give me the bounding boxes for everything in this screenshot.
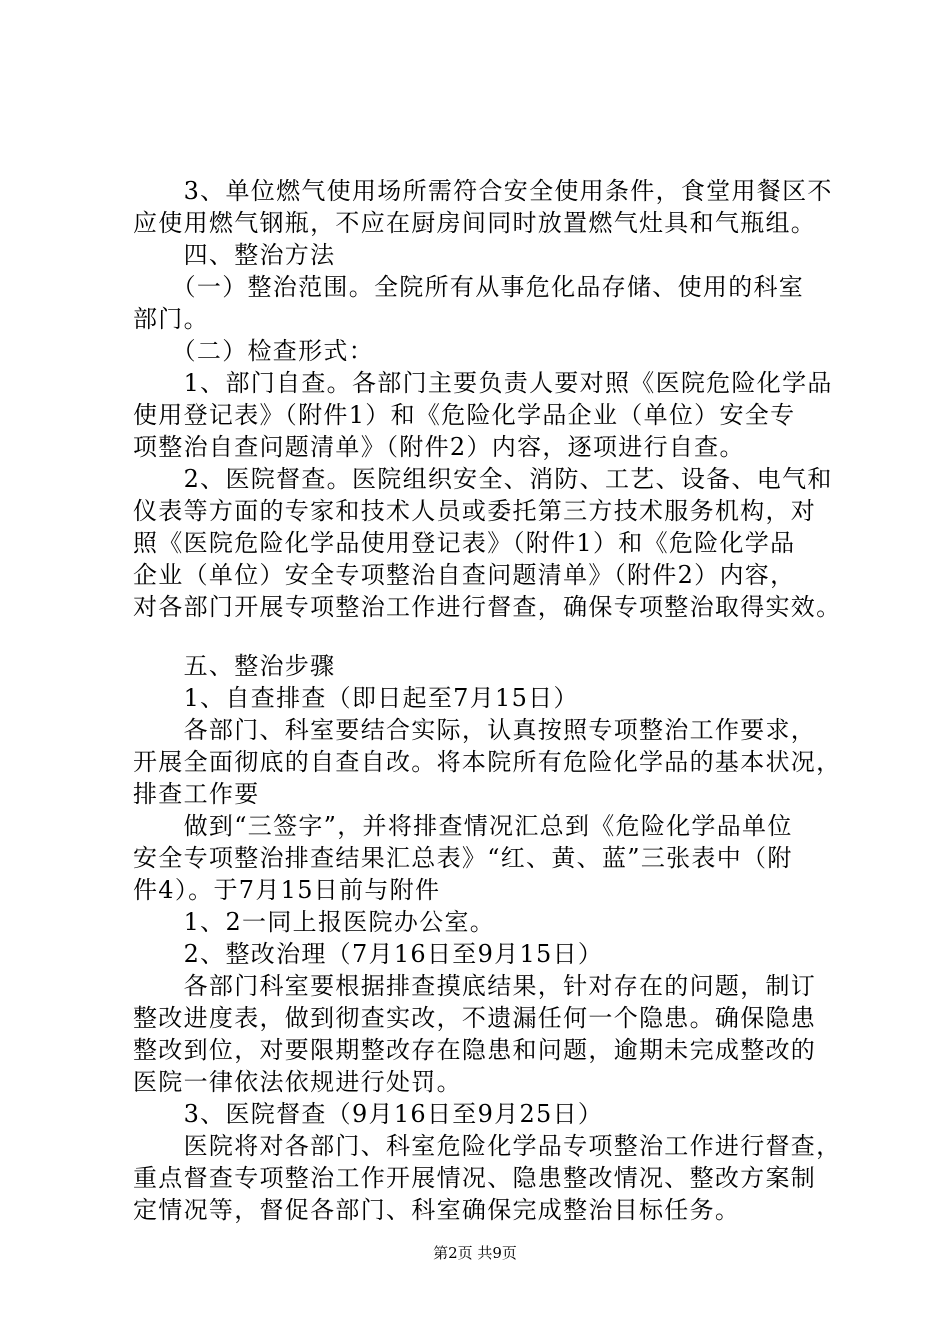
text-line: 2、整改治理（7月16日至9月15日） — [133, 940, 604, 968]
text-line: 项整治自查问题清单》（附件2）内容，逐项进行自查。 — [133, 433, 745, 461]
section-heading: 五、整治步骤 — [133, 652, 336, 680]
text-line: 对各部门开展专项整治工作进行督查，确保专项整治取得实效。 — [133, 593, 842, 621]
text-line: 重点督查专项整治工作开展情况、隐患整改情况、整改方案制 — [133, 1164, 817, 1192]
text-line: 1、2一同上报医院办公室。 — [133, 908, 496, 936]
text-line: 整改进度表，做到彻查实改，不遗漏任何一个隐患。确保隐患 — [133, 1004, 817, 1032]
text-line: 件4）。于7月15日前与附件 — [133, 876, 441, 904]
section-heading: 四、整治方法 — [133, 241, 336, 269]
text-line: 使用登记表》（附件1）和《危险化学品企业（单位）安全专 — [133, 401, 796, 429]
text-line: 1、自查排查（即日起至7月15日） — [133, 684, 579, 712]
text-line: 应使用燃气钢瓶，不应在厨房间同时放置燃气灶具和气瓶组。 — [133, 209, 817, 237]
text-line: 各部门科室要根据排查摸底结果，针对存在的问题，制订 — [133, 972, 817, 1000]
text-line: 排查工作要 — [133, 780, 260, 808]
text-line: 3、单位燃气使用场所需符合安全使用条件，食堂用餐区不 — [133, 177, 833, 205]
text-line: 医院一律依法依规进行处罚。 — [133, 1068, 462, 1096]
text-line: 2、医院督查。医院组织安全、消防、工艺、设备、电气和 — [133, 465, 833, 493]
text-line: 开展全面彻底的自查自改。将本院所有危险化学品的基本状况， — [133, 748, 842, 776]
text-line: 安全专项整治排查结果汇总表》“红、黄、蓝”三张表中（附 — [133, 844, 793, 872]
text-line: 整改到位，对要限期整改存在隐患和问题，逾期未完成整改的 — [133, 1036, 817, 1064]
text-line: 照《医院危险化学品使用登记表》（附件1）和《危险化学品 — [133, 529, 796, 557]
subsection-heading: （二）检查形式： — [133, 337, 374, 365]
text-line: 做到“三签字”，并将排查情况汇总到《危险化学品单位 — [133, 812, 793, 840]
text-line: （一）整治范围。全院所有从事危化品存储、使用的科室 — [133, 273, 805, 301]
page-number-footer: 第2页 共9页 — [433, 1244, 517, 1262]
text-line: 医院将对各部门、科室危险化学品专项整治工作进行督查， — [133, 1132, 842, 1160]
text-line: 定情况等，督促各部门、科室确保完成整治目标任务。 — [133, 1196, 741, 1224]
text-line: 3、医院督查（9月16日至9月25日） — [133, 1100, 604, 1128]
text-line: 各部门、科室要结合实际，认真按照专项整治工作要求， — [133, 716, 817, 744]
text-line: 仪表等方面的专家和技术人员或委托第三方技术服务机构，对 — [133, 497, 817, 525]
text-line: 1、部门自查。各部门主要负责人要对照《医院危险化学品 — [133, 369, 833, 397]
text-line: 部门。 — [133, 305, 209, 333]
text-line: 企业（单位）安全专项整治自查问题清单》（附件2）内容， — [133, 561, 796, 589]
